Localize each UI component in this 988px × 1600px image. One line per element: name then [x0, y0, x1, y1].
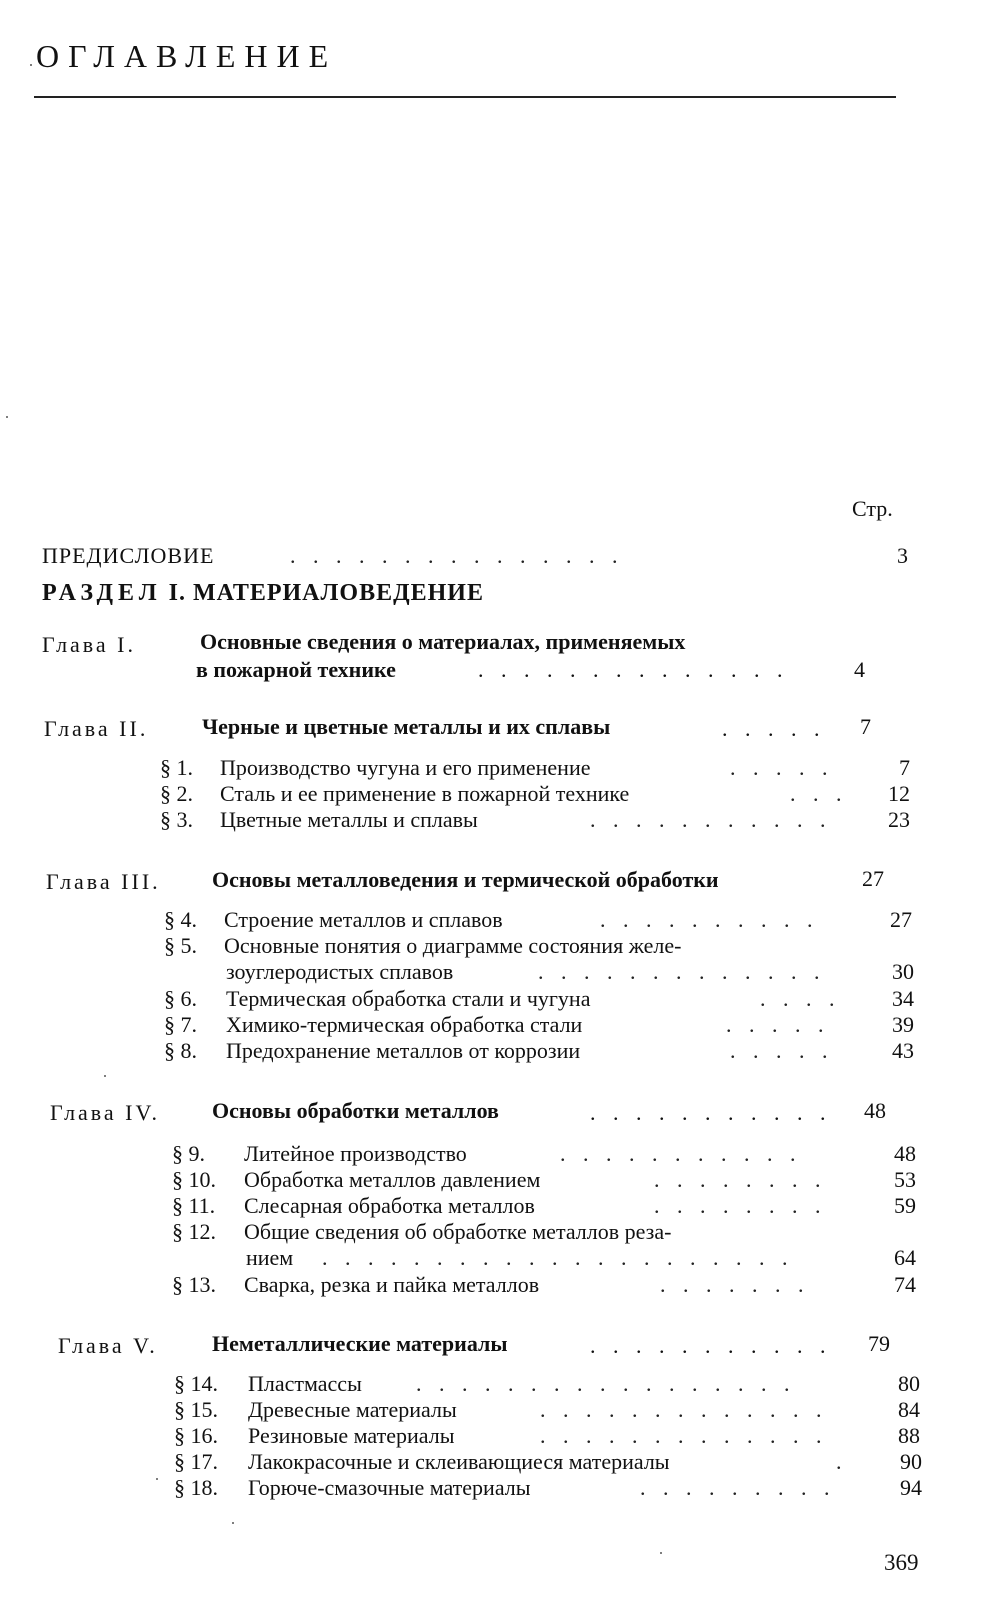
page-column-label: Стр.	[852, 496, 893, 521]
header-rule	[34, 96, 896, 98]
toc-item[interactable]	[0, 1397, 988, 1423]
toc-item[interactable]	[0, 1167, 988, 1193]
toc-item[interactable]	[0, 1141, 988, 1167]
toc-entry-preface[interactable]	[0, 543, 988, 571]
chapter-title: Неметаллические материалы	[212, 1331, 508, 1356]
section-heading	[42, 580, 484, 607]
item-page: 80	[898, 1371, 920, 1396]
item-title: Сталь и ее применение в пожарной технике	[220, 781, 630, 806]
leader-dots: . . . . . . . . . . .	[560, 1141, 802, 1166]
chapter-page: 4	[854, 657, 865, 682]
toc-entry-title: ПРЕДИСЛОВИЕ	[42, 543, 215, 568]
item-title: Обработка металлов давлением	[244, 1167, 541, 1192]
item-page: 30	[892, 959, 914, 984]
item-title-cont: зоуглеродистых сплавов	[226, 959, 454, 984]
item-number: § 15.	[174, 1397, 218, 1422]
item-page: 88	[898, 1423, 920, 1448]
leader-dots: . . . . . . . . . . . . . . . . .	[416, 1371, 796, 1396]
item-title: Химико-термическая обработка стали	[226, 1012, 583, 1037]
toc-item[interactable]	[0, 755, 988, 781]
item-number: § 16.	[174, 1423, 218, 1448]
chapter-title: Основы обработки металлов	[212, 1098, 499, 1123]
leader-dots: . . . . . . .	[660, 1272, 810, 1297]
item-title: Сварка, резка и пайка металлов	[244, 1272, 540, 1297]
print-speck	[30, 64, 32, 66]
item-number: § 4.	[164, 907, 197, 932]
item-number: § 9.	[172, 1141, 205, 1166]
print-speck	[104, 1075, 106, 1077]
leader-dots: . . . . . . . . . . .	[590, 1100, 832, 1125]
item-page: 84	[898, 1397, 920, 1422]
toc-item[interactable]	[0, 1272, 988, 1298]
item-page: 94	[900, 1475, 922, 1500]
item-title: Резиновые материалы	[248, 1423, 455, 1448]
item-title: Производство чугуна и его применение	[220, 755, 591, 780]
item-page: 23	[888, 807, 910, 832]
leader-dots: . . . . . . . . . . . . . . .	[290, 543, 624, 568]
chapter-page: 7	[860, 714, 871, 739]
chapter-page: 79	[868, 1331, 890, 1356]
leader-dots: . . . . . . . . . .	[600, 907, 819, 932]
item-page: 48	[894, 1141, 916, 1166]
item-number: § 18.	[174, 1475, 218, 1500]
toc-item[interactable]	[0, 1012, 988, 1038]
print-speck	[660, 1552, 662, 1554]
item-title-cont: нием	[246, 1245, 294, 1270]
leader-dots: . . . . . . . .	[654, 1167, 827, 1192]
toc-item[interactable]	[0, 781, 988, 807]
item-title: Основные понятия о диаграмме состояния желе-	[224, 933, 682, 958]
section-label: РАЗДЕЛ	[42, 580, 162, 606]
leader-dots: . . . . . . . . . . . . .	[538, 959, 826, 984]
chapter-title: Основы металловедения и термической обработки	[212, 867, 719, 892]
leader-dots: . . . . . . . . .	[640, 1475, 836, 1500]
leader-dots: . . . . . . . . . . . . . .	[478, 657, 789, 682]
chapter-label: Глава III.	[46, 869, 161, 894]
leader-dots: . . . . . . . . . . . . .	[540, 1397, 828, 1422]
item-page: 53	[894, 1167, 916, 1192]
toc-item[interactable]	[0, 1475, 988, 1501]
leader-dots: . . . . . . . . . . .	[590, 1333, 832, 1358]
toc-item[interactable]	[0, 907, 988, 933]
item-title: Лакокрасочные и склеивающиеся материалы	[248, 1449, 670, 1474]
chapter-page: 27	[862, 866, 884, 891]
leader-dots: . . . . .	[722, 716, 826, 741]
leader-dots: .	[836, 1449, 848, 1474]
chapter-title: Черные и цветные металлы и их сплавы	[202, 714, 611, 739]
item-title: Предохранение металлов от коррозии	[226, 1038, 581, 1063]
item-number: § 2.	[160, 781, 193, 806]
item-number: § 12.	[172, 1219, 216, 1244]
toc-item[interactable]	[0, 807, 988, 833]
item-number: § 6.	[164, 986, 197, 1011]
toc-item[interactable]	[0, 1038, 988, 1064]
item-title: Общие сведения об обработке металлов реза-	[244, 1219, 672, 1244]
chapter-label: Глава V.	[58, 1333, 158, 1358]
item-title: Цветные металлы и сплавы	[220, 807, 478, 832]
page-title: ОГЛАВЛЕНИЕ	[36, 38, 338, 74]
item-page: 12	[888, 781, 910, 806]
item-number: § 7.	[164, 1012, 197, 1037]
chapter-title: Основные сведения о материалах, применяемых	[200, 629, 686, 654]
leader-dots: . . .	[790, 781, 848, 806]
chapter-label: Глава IV.	[50, 1100, 161, 1125]
leader-dots: . . . .	[760, 986, 841, 1011]
item-page: 39	[892, 1012, 914, 1037]
item-page: 43	[892, 1038, 914, 1063]
item-title: Строение металлов и сплавов	[224, 907, 503, 932]
leader-dots: . . . . . . . . . . .	[590, 807, 832, 832]
item-title: Горюче-смазочные материалы	[248, 1475, 531, 1500]
toc-entry-page: 3	[897, 543, 908, 568]
item-title: Древесные материалы	[248, 1397, 457, 1422]
toc-item[interactable]	[0, 1423, 988, 1449]
print-speck	[6, 416, 8, 418]
item-number: § 1.	[160, 755, 193, 780]
item-number: § 11.	[172, 1193, 216, 1218]
item-number: § 10.	[172, 1167, 216, 1192]
leader-dots: . . . . .	[730, 1038, 834, 1063]
item-number: § 5.	[164, 933, 197, 958]
leader-dots: . . . . . . . . . . . . .	[540, 1423, 828, 1448]
page-number: 369	[884, 1550, 919, 1575]
item-page: 90	[900, 1449, 922, 1474]
item-page: 27	[890, 907, 912, 932]
item-number: § 13.	[172, 1272, 216, 1297]
leader-dots: . . . . .	[730, 755, 834, 780]
toc-item[interactable]	[0, 933, 988, 985]
toc-item[interactable]	[0, 1219, 988, 1271]
item-title: Слесарная обработка металлов	[244, 1193, 535, 1218]
item-page: 59	[894, 1193, 916, 1218]
toc-item[interactable]	[0, 1449, 988, 1475]
item-number: § 3.	[160, 807, 193, 832]
toc-item[interactable]	[0, 986, 988, 1012]
chapter-label: Глава I.	[42, 632, 136, 657]
item-page: 64	[894, 1245, 916, 1270]
toc-item[interactable]	[0, 1193, 988, 1219]
item-number: § 14.	[174, 1371, 218, 1396]
item-title: Пластмассы	[248, 1371, 362, 1396]
print-speck	[232, 1522, 234, 1524]
leader-dots: . . . . . . . .	[654, 1193, 827, 1218]
item-page: 74	[894, 1272, 916, 1297]
print-speck	[156, 1478, 158, 1480]
leader-dots: . . . . .	[726, 1012, 830, 1037]
chapter-title-cont: в пожарной технике	[196, 657, 396, 682]
item-title: Литейное производство	[244, 1141, 467, 1166]
section-title: I. МАТЕРИАЛОВЕДЕНИЕ	[168, 580, 484, 606]
item-page: 34	[892, 986, 914, 1011]
item-page: 7	[899, 755, 910, 780]
item-number: § 8.	[164, 1038, 197, 1063]
toc-item[interactable]	[0, 1371, 988, 1397]
chapter-page: 48	[864, 1098, 886, 1123]
chapter-label: Глава II.	[44, 716, 149, 741]
leader-dots: . . . . . . . . . . . . . . . . . . . . .	[322, 1245, 794, 1270]
item-number: § 17.	[174, 1449, 218, 1474]
item-title: Термическая обработка стали и чугуна	[226, 986, 591, 1011]
